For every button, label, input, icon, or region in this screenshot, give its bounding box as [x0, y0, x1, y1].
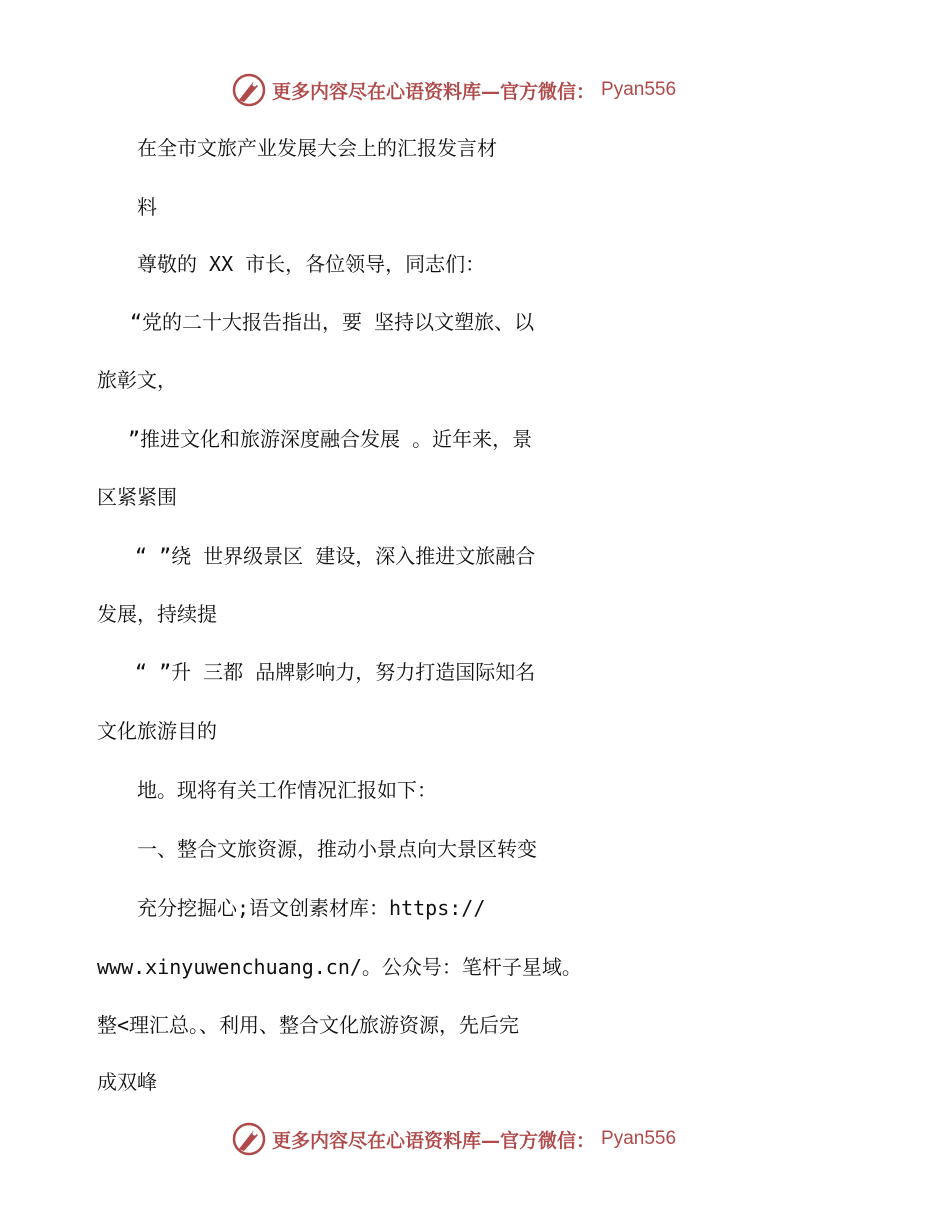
body-line: 充分挖掘心;语文创素材库：https://: [137, 896, 486, 920]
body-line: www.xinyuwenchuang.cn/。公众号：笔杆子星域。: [97, 955, 582, 979]
salutation-line: 尊敬的 XX 市长，各位领导，同志们：: [137, 252, 486, 276]
banner-text: 更多内容尽在心语资料库—官方微信：: [272, 1129, 596, 1152]
body-line: 旅彰文，: [97, 368, 177, 392]
body-line: ”推进文化和旅游深度融合发展 。近年来，景: [128, 427, 533, 451]
body-line: 成双峰: [97, 1070, 157, 1094]
body-line: “党的二十大报告指出，要 坚持以文塑旅、以: [130, 310, 535, 334]
title-line-2: 料: [137, 195, 157, 219]
footer-watermark-banner: [232, 1121, 676, 1157]
fountain-pen-logo-icon: [232, 73, 266, 107]
body-line: “ ”升 三都 品牌影响力，努力打造国际知名: [135, 660, 536, 684]
body-line: “ ”绕 世界级景区 建设，深入推进文旅融合: [135, 544, 536, 568]
section-heading: 一、整合文旅资源，推动小景点向大景区转变: [137, 837, 537, 861]
title-line-1: 在全市文旅产业发展大会上的汇报发言材: [137, 136, 497, 160]
banner-wechat-id: Pyan556: [601, 79, 677, 100]
body-line: 区紧紧围: [97, 485, 177, 509]
body-line: 文化旅游目的: [97, 719, 217, 743]
header-watermark-banner: [232, 72, 676, 108]
banner-text: 更多内容尽在心语资料库—官方微信：: [272, 80, 596, 103]
fountain-pen-logo-icon: [232, 1122, 266, 1156]
body-line: 地。现将有关工作情况汇报如下：: [137, 778, 437, 802]
body-line: 整<理汇总。、利用、整合文化旅游资源，先后完: [97, 1013, 520, 1037]
body-line: 发展，持续提: [97, 602, 217, 626]
banner-wechat-id: Pyan556: [601, 1128, 677, 1149]
